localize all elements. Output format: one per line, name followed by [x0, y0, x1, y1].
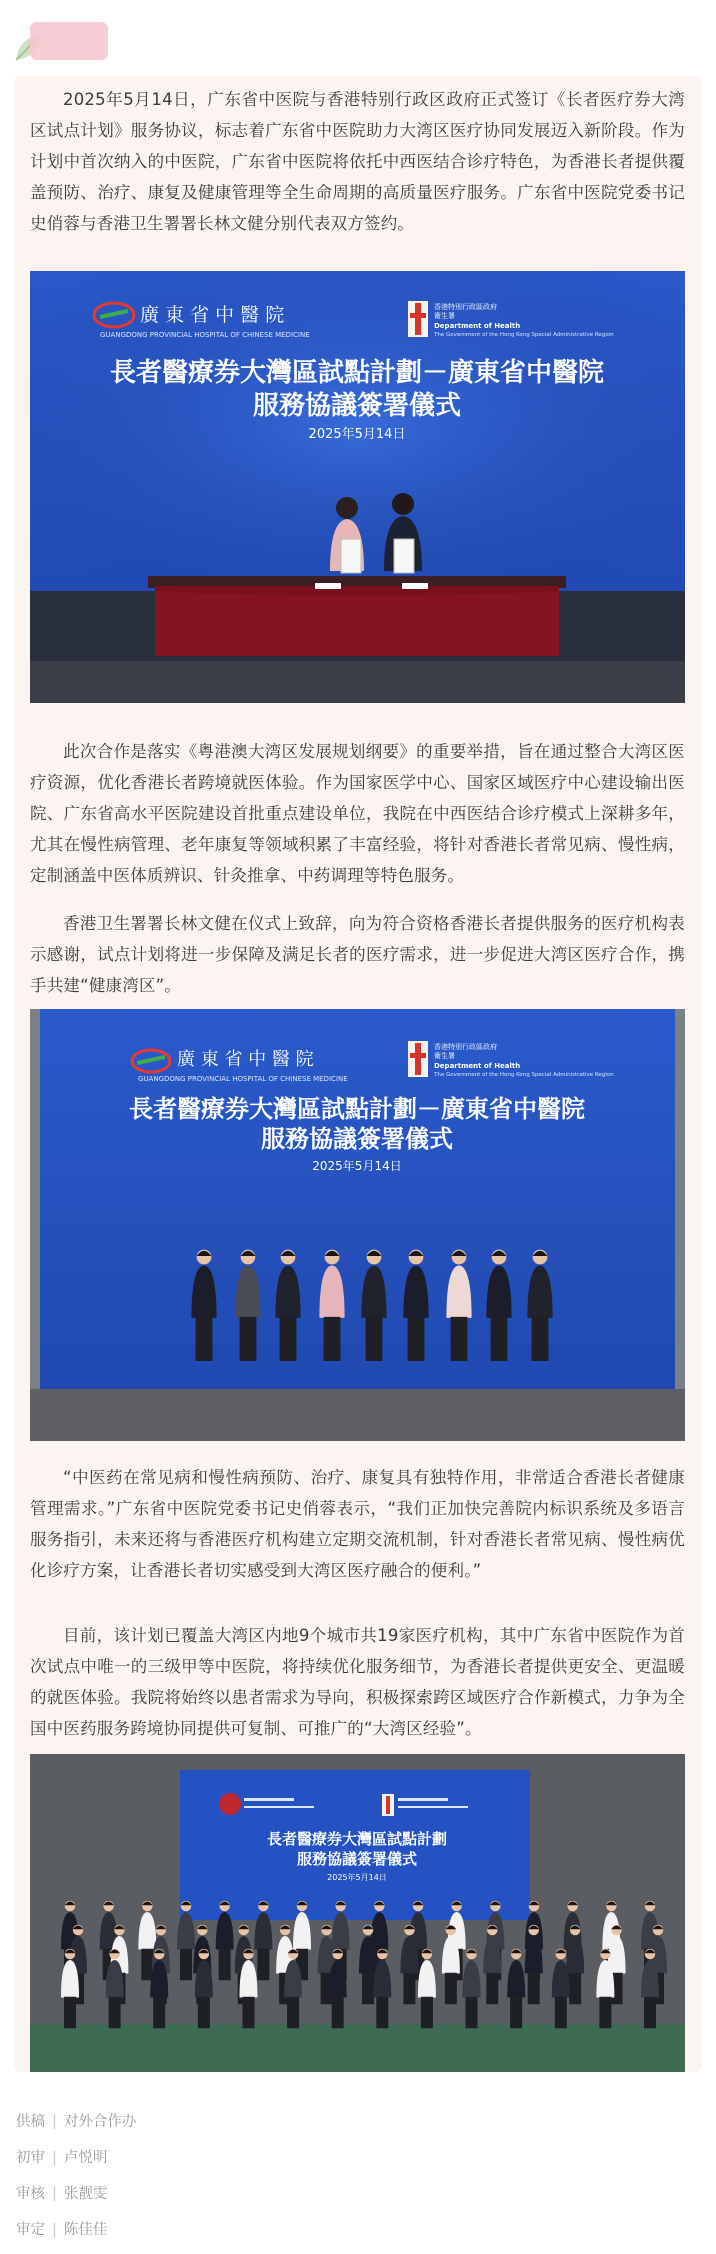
credit-name: 卢悦明 — [63, 2150, 108, 2166]
paragraph-3: 香港卫生署署长林文健在仪式上致辞，向为符合资格香港长者提供服务的医疗机构表示感谢，试点计划将进一步保障及满足长者的医疗需求，进一步促进大湾区医疗合作，携手共建“健康湾区”。 — [30, 914, 685, 995]
svg-text:衛生署: 衛生署 — [434, 312, 455, 320]
person-legs — [196, 1317, 213, 1361]
svg-text:GUANGDONG PROVINCIAL HOSPITAL: GUANGDONG PROVINCIAL HOSPITAL OF CHINESE MEDICINE — [138, 1075, 348, 1083]
banner-title: 長者醫療券大灣區試點計劃－廣東省中醫院 — [129, 1094, 585, 1123]
paragraph-1: 2025年5月14日，广东省中医院与香港特别行政区政府正式签订《长者医疗券大湾区试点计划》服务协议，标志着广东省中医院助力大湾区医疗协同发展迈入新阶段。作为计划中首次纳入的中医院，广东省中医院将依托中西医结合诊疗特色，为香港长者提供覆盖预防、治疗、康复及健康管理等全生命周期的高质量医疗服务。广东省中医院党委书记史俏蓉与香港卫生署署长林文健分别代表双方签约。 — [30, 90, 685, 233]
person-legs — [403, 1973, 415, 2005]
credit-row — [16, 2182, 136, 2218]
person-legs — [408, 1317, 425, 1361]
person-legs — [287, 1997, 299, 2029]
banner-date: 2025年5月14日 — [308, 427, 406, 442]
banner-subtitle: 服務協議簽署儀式 — [252, 391, 462, 421]
hospital-logo-en: GUANGDONG PROVINCIAL HOSPITAL OF CHINESE MEDICINE — [100, 331, 310, 339]
svg-text:廣 東 省 中 醫 院: 廣 東 省 中 醫 院 — [177, 1049, 314, 1070]
credit-row — [16, 2110, 136, 2146]
person-legs — [257, 1949, 269, 1981]
credit-separator: | — [52, 2150, 57, 2166]
person-legs — [219, 1949, 231, 1981]
credit-role: 供稿 — [16, 2114, 45, 2130]
hksar-emblem-icon — [219, 1793, 241, 1815]
credits-list — [16, 2110, 136, 2254]
person-legs — [332, 1997, 344, 2029]
person-legs — [366, 1317, 383, 1361]
paragraph-4: “中医药在常见病和慢性病预防、治疗、康复具有独特作用，非常适合香港长者健康管理需求。”广东省中医院党委书记史俏蓉表示，“我们正加快完善院内标识系统及多语言服务指引，未来还将与香港医疗机构建立定期交流机制，针对香港长者常见病、慢性病优化诊疗方案，让香港长者切实感受到大湾区医疗融合的便利。” — [30, 1468, 685, 1580]
person-legs — [599, 1997, 611, 2029]
svg-text:Department of Health: Department of Health — [434, 1062, 521, 1070]
person-legs — [180, 1949, 192, 1981]
person-legs — [153, 1997, 165, 2029]
credit-name: 对外合作办 — [63, 2114, 137, 2130]
person-legs — [242, 1997, 254, 2029]
person-legs — [569, 1973, 581, 2005]
banner-title: 長者醫療券大灣區試點計劃 — [266, 1830, 448, 1848]
person-legs — [280, 1317, 297, 1361]
hospital-logo-text: 廣 東 省 中 醫 院 — [140, 304, 285, 326]
svg-text:The Government of the Hong Kon: The Government of the Hong Kong Special Administrative Region — [434, 1072, 614, 1078]
credit-row — [16, 2146, 136, 2182]
person-legs — [240, 1317, 257, 1361]
person-legs — [466, 1997, 478, 2029]
credit-role: 初审 — [16, 2150, 45, 2166]
credit-separator: | — [52, 2186, 57, 2202]
person-legs — [532, 1317, 549, 1361]
signing-photo — [30, 271, 685, 703]
article-header — [0, 0, 716, 64]
credit-row — [16, 2218, 136, 2254]
credit-separator: | — [52, 2222, 57, 2238]
svg-text:香港特別行政區政府: 香港特別行政區政府 — [434, 303, 497, 311]
svg-text:衛生署: 衛生署 — [434, 1052, 455, 1060]
person-legs — [324, 1317, 341, 1361]
credit-separator: | — [52, 2114, 57, 2130]
credit-name: 张靓雯 — [63, 2186, 108, 2202]
credit-name: 陈佳佳 — [63, 2222, 108, 2238]
person-legs — [198, 1997, 210, 2029]
credit-role: 审核 — [16, 2186, 45, 2202]
title-tag — [30, 22, 108, 60]
banner-subtitle: 服務協議簽署儀式 — [261, 1124, 453, 1153]
group-photo — [30, 1009, 685, 1441]
svg-text:The Government of the Hong Kon: The Government of the Hong Kong Special Administrative Region — [434, 332, 614, 338]
banner-title: 長者醫療券大灣區試點計劃－廣東省中醫院 — [109, 358, 605, 388]
full-group-photo — [30, 1754, 685, 2072]
banner-date: 2025年5月14日 — [312, 1159, 402, 1173]
banner-subtitle: 服務協議簽署儀式 — [296, 1850, 418, 1868]
person-legs — [555, 1997, 567, 2029]
person-legs — [64, 1997, 76, 2029]
paragraph-5: 目前，该计划已覆盖大湾区内地9个城市共19家医疗机构，其中广东省中医院作为首次试点中唯一的三级甲等中医院，将持续优化服务细节，为香港长者提供更安全、更温暖的就医体验。我院将始终以患者需求为导向，积极探索跨区域医疗合作新模式，力争为全国中医药服务跨境协同提供可复制、可推广的“大湾区经验”。 — [30, 1626, 685, 1738]
person-legs — [528, 1973, 540, 2005]
banner-date: 2025年5月14日 — [327, 1873, 387, 1882]
person-legs — [421, 1997, 433, 2029]
svg-text:香港特別行政區政府: 香港特別行政區政府 — [434, 1043, 497, 1051]
credit-role: 审定 — [16, 2222, 45, 2238]
article-card — [14, 76, 702, 2072]
person-legs — [491, 1317, 508, 1361]
person-legs — [486, 1973, 498, 2005]
person-legs — [109, 1997, 121, 2029]
person-legs — [376, 1997, 388, 2029]
person-legs — [445, 1973, 457, 2005]
person-legs — [451, 1317, 468, 1361]
group-people — [191, 1250, 552, 1361]
person-legs — [510, 1997, 522, 2029]
svg-text:Department of Health: Department of Health — [434, 322, 521, 330]
person-legs — [362, 1973, 374, 2005]
paragraph-2: 此次合作是落实《粤港澳大湾区发展规划纲要》的重要举措，旨在通过整合大湾区医疗资源，优化香港长者跨境就医体验。作为国家医学中心、国家区域医疗中心建设输出医院、广东省高水平医院建设首批重点建设单位，我院在中西医结合诊疗模式上深耕多年，尤其在慢性病管理、老年康复等领域积累了丰富经验，将针对香港长者常见病、慢性病，定制涵盖中医体质辨识、针灸推拿、中药调理等特色服务。 — [30, 742, 685, 885]
person-legs — [644, 1997, 656, 2029]
